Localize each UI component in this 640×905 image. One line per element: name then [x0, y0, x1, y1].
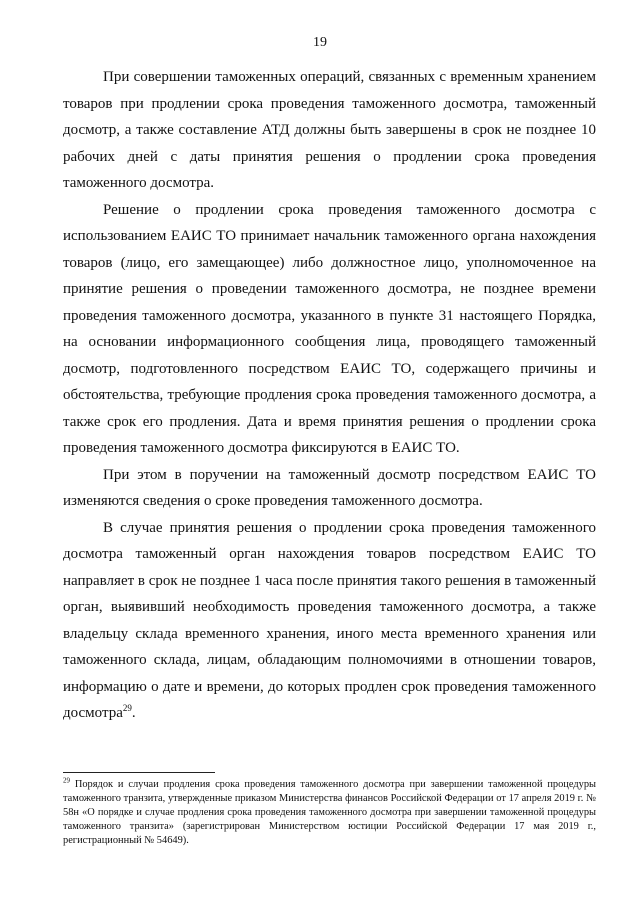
paragraph-4-period: . — [131, 705, 136, 721]
paragraph-1: При совершении таможенных операций, связанных с временным хранением товаров при продлении срока проведения таможенного досмотра, таможенный досмотр, а также составление АТД должны быть завершены в срок не позднее 10 рабочих дней с даты принятия решения о продлении срока проведения таможенного досмотра. — [63, 69, 596, 191]
footnote-separator — [63, 772, 215, 773]
footnote-reference: 29 — [122, 703, 132, 713]
footnote-text: Порядок и случаи продления срока проведения таможенного досмотра при завершении таможенной процедуры таможенного транзита, утвержденные приказом Министерства финансов Российской Федерации от 17 апреля 2019 г. № 58н «О порядке и случае продления срока проведения таможенного досмотра при завершении таможенной процедуры таможенного транзита» (зарегистрирован Министерством юстиции Российской Федерации 17 мая 2019 г., регистрационный № 54649). — [63, 779, 596, 846]
footnote — [63, 778, 596, 848]
paragraph-4-text: В случае принятия решения о продлении срока проведения таможенного досмотра таможенный орган нахождения товаров посредством ЕАИС ТО направляет в срок не позднее 1 часа после принятия такого решения в таможенный орган, выявивший необходимость проведения таможенного досмотра, а также владельцу склада временного хранения, иного места временного хранения или таможенного склада, лицам, обладающим полномочиями в отношении товаров, информацию о дате и времени, до которых продлен срок проведения таможенного досмотра — [63, 519, 596, 721]
body-text — [63, 64, 596, 727]
footnote-marker: 29 — [63, 776, 70, 785]
paragraph-3: При этом в поручении на таможенный досмотр посредством ЕАИС ТО изменяются сведения о сроке проведения таможенного досмотра. — [63, 466, 596, 509]
paragraph-2: Решение о продлении срока проведения таможенного досмотра с использованием ЕАИС ТО принимает начальник таможенного органа нахождения товаров (лицо, его замещающее) либо должностное лицо, уполномоченное на принятие решения о проведении таможенного досмотра, не позднее времени проведения таможенного досмотра, указанного в пункте 31 настоящего Порядка, на основании информационного сообщения лица, проводящего таможенный досмотр, подготовленного посредством ЕАИС ТО, содержащего причины и обстоятельства, требующие продления срока проведения таможенного досмотра, а также срок его продления. Дата и время принятия решения о продлении срока проведения таможенного досмотра фиксируются в ЕАИС ТО. — [63, 201, 596, 456]
page-number: 19 — [313, 35, 327, 50]
paragraph-4 — [63, 515, 596, 727]
